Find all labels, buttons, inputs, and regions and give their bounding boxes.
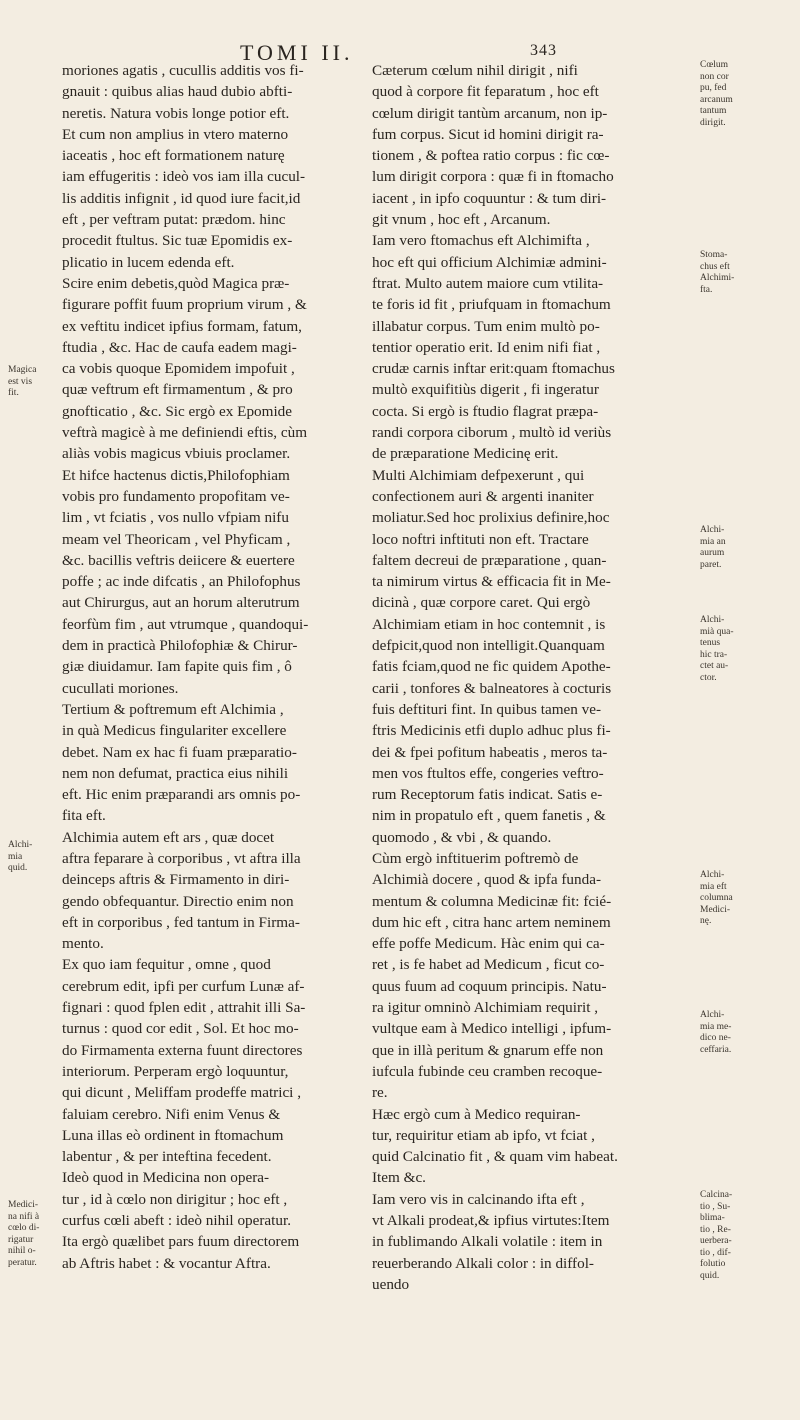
text-line: Cùm ergò inftituerim poftremò de xyxy=(372,849,579,867)
text-line: de præparatione Medicinę erit. xyxy=(372,445,559,463)
text-line: deinceps aftris & Firmamento in diri- xyxy=(62,871,290,889)
text-line: in quà Medicus fingulariter excellere xyxy=(62,722,287,740)
text-line: Ideò quod in Medicina non opera- xyxy=(62,1169,270,1187)
margin-note-left-medicina: Medici- na nifi à cœlo di- rigatur nihil o- peratur. xyxy=(8,1200,40,1268)
text-line: lum dirigit corpora : quæ fi in ftomacho xyxy=(372,168,614,186)
text-line: te foris id fit , priufquam in ftomachum xyxy=(372,296,611,314)
text-line: que in illà peritum & gnarum effe non xyxy=(372,1041,604,1059)
text-line: faltem decreui de præparatione , quan- xyxy=(372,551,607,569)
text-line: ftrat. Multo autem maiore cum vtilita- xyxy=(372,274,604,292)
text-line: in fublimando Alkali volatile : item in xyxy=(372,1233,603,1251)
text-line: gnauit : quibus alias haud dubio abfti- xyxy=(62,83,293,101)
text-line: Ex quo iam fequitur , omne , quod xyxy=(62,956,271,974)
text-line: faluiam cerebro. Nifi enim Venus & xyxy=(62,1105,281,1123)
text-line: aliàs vobis magicus vbiuis proclamer. xyxy=(62,445,291,463)
text-line: crudæ carnis inftar erit:quam ftomachus xyxy=(372,360,615,378)
text-line: quod à corpore fit feparatum , hoc eft xyxy=(372,83,599,101)
text-line: ftudia , &c. Hac de caufa eadem magi- xyxy=(62,338,297,356)
text-line: giæ diuidamur. Iam fapite quis fim , ô xyxy=(62,658,292,676)
margin-note-right-stomachus: Stoma- chus eft Alchimi- fta. xyxy=(700,250,735,295)
margin-note-right-aurum: Alchi- mia an aurum paret. xyxy=(700,525,726,570)
text-line: rum Receptorum fatis indicat. Satis e- xyxy=(372,786,603,804)
text-line: cucullati moriones. xyxy=(62,679,179,697)
text-line: dem in practicà Philofophiæ & Chirur- xyxy=(62,637,298,655)
text-line: loco noftri inftituti non eft. Tractare xyxy=(372,530,589,548)
text-line: Tertium & poftremum eft Alchimia , xyxy=(62,700,284,718)
text-line: gnofticatio , &c. Sic ergò ex Epomide xyxy=(62,402,293,420)
text-line: fita eft. xyxy=(62,807,106,825)
text-line: Iam vero ftomachus eft Alchimifta , xyxy=(372,232,590,250)
right-column xyxy=(372,60,684,1295)
text-line: Iam vero vis in calcinando ifta eft , xyxy=(372,1190,585,1208)
text-line: Et hifce hactenus dictis,Philofophiam xyxy=(62,466,290,484)
text-line: gendo obfequantur. Directio enim non xyxy=(62,892,294,910)
text-line: dei & fpei pofitum habeatis , meros ta- xyxy=(372,743,608,761)
margin-note-right-necessaria: Alchi- mia me- dico ne- ceffaria. xyxy=(700,1010,732,1055)
text-line: ca vobis quoque Epomidem impofuit , xyxy=(62,360,295,378)
text-line: iaceatis , hoc eft formationem naturę xyxy=(62,147,285,165)
text-line: re. xyxy=(372,1084,388,1102)
text-line: Alchimia autem eft ars , quæ docet xyxy=(62,828,275,846)
text-line: Ita ergò quælibet pars fuum directorem xyxy=(62,1233,300,1251)
text-line: Item &c. xyxy=(372,1169,426,1187)
text-line: do Firmamenta externa fuunt directores xyxy=(62,1041,303,1059)
text-line: vobis pro fundamento propofitam ve- xyxy=(62,487,290,505)
text-line: ab Aftris habet : & vocantur Aftra. xyxy=(62,1254,271,1272)
text-line: Et cum non amplius in vtero materno xyxy=(62,125,289,143)
text-line: Alchimiam etiam in hoc contemnit , is xyxy=(372,615,606,633)
text-line: vultque eam à Medico intelligi , ipfum- xyxy=(372,1020,612,1038)
text-line: dicinà , quæ corpore caret. Qui ergò xyxy=(372,594,591,612)
text-line: nim in propatulo eft , quem fanetis , & xyxy=(372,807,606,825)
text-line: veftrà magicè à me definiendi eftis, cùm xyxy=(62,424,308,442)
text-line: iacent , in ipfo coquuntur : & tum diri- xyxy=(372,189,607,207)
text-line: fignari : quod fplen edit , attrahit illi Sa- xyxy=(62,999,306,1017)
text-line: ret , is fe habet ad Medicum , ficut co- xyxy=(372,956,605,974)
text-line: cerebrum edit, ipfi per curfum Lunæ af- xyxy=(62,977,305,995)
text-line: eft , per veftram putat: prædom. hinc xyxy=(62,211,286,229)
text-line: iam effugeritis : ideò vos iam illa cucul- xyxy=(62,168,306,186)
text-line: feorfùm fim , aut vtrumque , quandoqui- xyxy=(62,615,309,633)
text-line: dum hic eft , citra hanc artem neminem xyxy=(372,913,611,931)
text-line: &c. bacillis veftris deiicere & euertere xyxy=(62,551,295,569)
text-line: cœlum dirigit tantùm arcanum, non ip- xyxy=(372,104,608,122)
text-line: iufcula fubinde ceu cramben recoque- xyxy=(372,1062,603,1080)
text-line: carii , tonfores & balneatores à cocturis xyxy=(372,679,612,697)
text-line: Cæterum cœlum nihil dirigit , nifi xyxy=(372,62,578,79)
text-line: qui dicunt , Meliffam prodeffe matrici , xyxy=(62,1084,301,1102)
text-line: moriones agatis , cucullis additis vos fi- xyxy=(62,62,304,79)
text-line: uendo xyxy=(372,1275,410,1293)
left-column xyxy=(62,60,362,1274)
text-line: tionem , & poftea ratio corpus : fic cœ- xyxy=(372,147,610,165)
text-line: vt Alkali prodeat,& ipfius virtutes:Item xyxy=(372,1212,610,1230)
text-line: Hæc ergò cum à Medico requiran- xyxy=(372,1105,581,1123)
text-line: aftra feparare à corporibus , vt aftra illa xyxy=(62,849,301,867)
text-line: eft. Hic enim præparandi ars omnis po- xyxy=(62,786,301,804)
margin-note-left-alchimia: Alchi- mia quid. xyxy=(8,840,33,873)
text-line: quæ veftrum eft firmamentum , & pro xyxy=(62,381,293,399)
text-line: tur, requiritur etiam ab ipfo, vt fciat , xyxy=(372,1126,595,1144)
text-line: men vos ftultos effe, congeries veftro- xyxy=(372,764,604,782)
text-line: illabatur corpus. Tum enim multò po- xyxy=(372,317,600,335)
text-line: neretis. Natura vobis longe potior eft. xyxy=(62,104,290,122)
margin-note-right-calcinatio: Calcina- tio , Su- blima- tio , Re- uerbera- tio , dif- folutio quid. xyxy=(700,1190,733,1281)
text-line: turnus : quod cor edit , Sol. Et hoc mo- xyxy=(62,1020,299,1038)
text-line: mento. xyxy=(62,935,104,953)
text-line: reuerberando Alkali color : in diffol- xyxy=(372,1254,594,1272)
margin-note-right-coelum: Cœlum non cor pu, fed arcanum tantum dirigit. xyxy=(700,60,733,128)
text-line: aut Chirurgus, aut an horum alterutrum xyxy=(62,594,300,612)
margin-note-left-magica: Magica est vis fit. xyxy=(8,365,37,398)
text-line: debet. Nam ex hac fi fuam præparatio- xyxy=(62,743,297,761)
text-line: quid Calcinatio fit , & quam vim habeat. xyxy=(372,1148,618,1166)
text-line: plicatio in lucem edenda eft. xyxy=(62,253,235,271)
text-line: ftris Medicinis etfi duplo adhuc plus fi- xyxy=(372,722,611,740)
text-line: multò exquifitiùs digerit , fi ingeratur xyxy=(372,381,599,399)
text-line: meam vel Theoricam , vel Phyficam , xyxy=(62,530,291,548)
text-line: confectionem auri & argenti inaniter xyxy=(372,487,594,505)
text-line: Scire enim debetis,quòd Magica præ- xyxy=(62,274,290,292)
text-line: curfus cœli abeft : ideò nihil operatur. xyxy=(62,1212,292,1230)
text-line: fuis deftituri fint. In quibus tamen ve- xyxy=(372,700,602,718)
text-line: fatis fciam,quod ne fic quidem Apothe- xyxy=(372,658,611,676)
text-line: ex veftitu indicet ipfius formam, fatum, xyxy=(62,317,302,335)
text-line: fum corpus. Sicut id homini dirigit ra- xyxy=(372,125,604,143)
text-line: ta nimirum virtus & efficacia fit in Me- xyxy=(372,573,611,591)
text-line: mentum & columna Medicinæ fit: fcié- xyxy=(372,892,612,910)
text-line: tur , id à cœlo non dirigitur ; hoc eft , xyxy=(62,1190,288,1208)
text-line: ra igitur omninò Alchimiam requirit , xyxy=(372,999,599,1017)
margin-note-right-auctor: Alchi- mià qua- tenus hic tra- ctet au- ctor. xyxy=(700,615,734,683)
text-line: lim , vt fciatis , vos nullo vfpiam nifu xyxy=(62,509,289,527)
text-line: nem non defumat, practica eius nihili xyxy=(62,764,289,782)
text-line: quomodo , & vbi , & quando. xyxy=(372,828,552,846)
text-line: cocta. Si ergò is ftudio flagrat præpa- xyxy=(372,402,599,420)
text-line: procedit ftultus. Sic tuæ Epomidis ex- xyxy=(62,232,293,250)
text-line: figurare poffit fuum proprium virum , & xyxy=(62,296,307,314)
text-line: hoc eft qui officium Alchimiæ admini- xyxy=(372,253,607,271)
text-line: moliatur.Sed hoc prolixius definire,hoc xyxy=(372,509,610,527)
text-line: effe poffe Medicum. Hàc enim qui ca- xyxy=(372,935,605,953)
text-line: interiorum. Perperam ergò loquuntur, xyxy=(62,1062,289,1080)
text-line: labentur , & per inteftina fecedent. xyxy=(62,1148,272,1166)
margin-note-right-columna: Alchi- mia eft columna Medici- nę. xyxy=(700,870,733,926)
text-line: randi corpora ciborum , multò id veriùs xyxy=(372,424,612,442)
text-line: lis additis infignit , id quod iure facit,id xyxy=(62,189,301,207)
text-line: Multi Alchimiam defpexerunt , qui xyxy=(372,466,585,484)
page-number: 343 xyxy=(530,42,557,59)
text-line: quus fuum ad coquum principis. Natu- xyxy=(372,977,607,995)
text-line: tentior operatio erit. Id enim nifi fiat , xyxy=(372,338,601,356)
text-line: eft in corporibus , fed tantum in Firma- xyxy=(62,913,300,931)
header-title: TOMI II. xyxy=(240,40,354,65)
text-line: defpicit,quod non intelligit.Quanquam xyxy=(372,637,605,655)
text-line: poffe ; ac inde difcatis , an Philofophus xyxy=(62,573,301,591)
text-line: Luna illas eò ordinent in ftomachum xyxy=(62,1126,284,1144)
text-line: Alchimià docere , quod & ipfa funda- xyxy=(372,871,601,889)
text-line: git vnum , hoc eft , Arcanum. xyxy=(372,211,551,229)
